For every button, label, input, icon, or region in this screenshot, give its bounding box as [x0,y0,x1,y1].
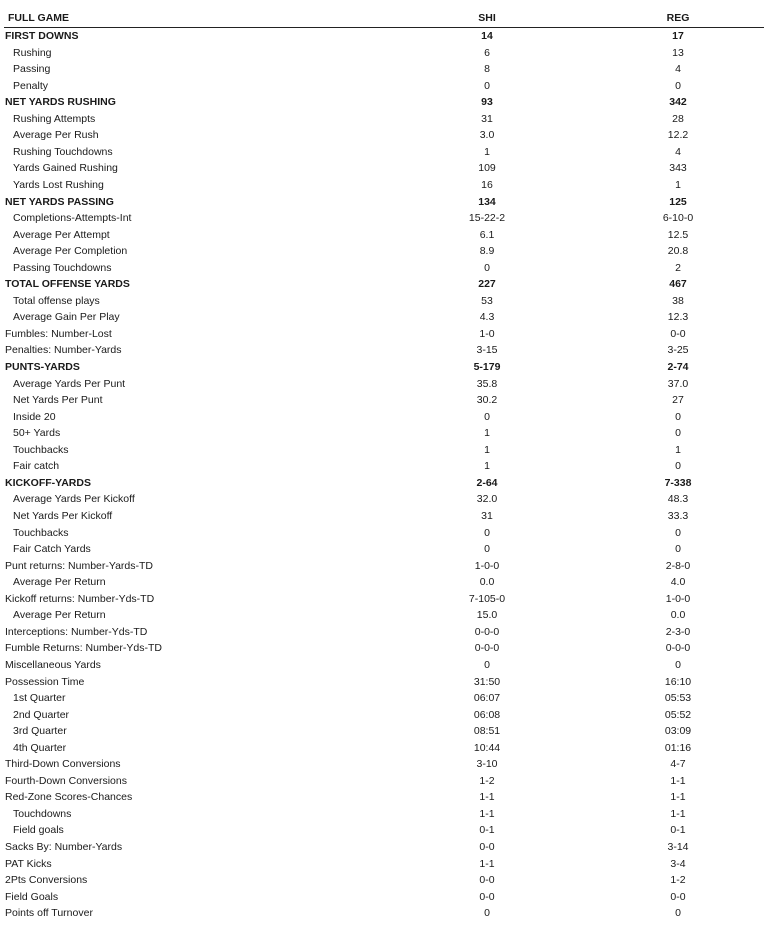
stat-row [0,94,767,110]
stat-label: 1st Quarter [13,692,66,704]
team2-value: 28 [672,112,684,125]
team2-value: 3-4 [670,857,686,870]
team2-value: 0 [675,526,681,539]
stat-row [0,806,767,822]
stat-row [0,111,767,127]
stat-label: Kickoff returns: Number-Yds-TD [5,592,155,605]
team1-value: 0 [484,526,490,539]
stat-label: Miscellaneous Yards [5,658,101,671]
team1-value: 16 [481,179,493,191]
stat-row [0,78,767,94]
team2-value: 1-1 [670,774,686,787]
team1-value: 1-2 [479,774,495,787]
stat-row [0,28,767,44]
stat-row [0,574,767,590]
stat-row [0,856,767,872]
stat-label: Punt returns: Number-Yards-TD [5,559,154,572]
team1-value: 31 [481,112,493,125]
stat-row [0,558,767,574]
team2-value: 4-7 [670,758,686,771]
stat-label: Sacks By: Number-Yards [5,841,123,853]
stat-label: Average Yards Per Punt [13,377,126,390]
stat-row [0,707,767,723]
team1-value: 0 [484,410,490,423]
stat-row [0,425,767,441]
team2-value: 467 [669,278,687,291]
stat-label: Fair catch [13,460,60,473]
stat-row [0,61,767,77]
team2-value: 17 [672,30,684,42]
stat-label: Average Gain Per Play [13,311,120,324]
team1-value: 14 [481,30,493,42]
stat-row [0,756,767,772]
team1-value: 1 [484,460,490,473]
stat-label: NET YARDS RUSHING [5,96,116,109]
team2-value: 0-0 [670,327,686,340]
stat-row [0,342,767,358]
team2-value: 0 [675,658,681,671]
stat-label: Possession Time [5,675,85,688]
stat-row [0,508,767,524]
stat-label: 3rd Quarter [13,725,67,738]
stat-label: Yards Gained Rushing [13,162,118,175]
team2-value: 13 [672,46,684,59]
team2-value: 38 [672,294,684,307]
stat-row [0,607,767,623]
stat-label: Average Per Attempt [13,228,110,241]
stat-row [0,640,767,656]
team1-value: 93 [481,96,493,109]
team2-value: 342 [669,96,687,109]
team2-header: REG [666,12,690,24]
stat-row [0,326,767,342]
stat-label: Fumble Returns: Number-Yds-TD [5,642,162,655]
stat-label: Net Yards Per Kickoff [13,510,113,522]
team1-value: 0-0-0 [474,642,500,655]
stat-label: Completions-Attempts-Int [13,212,132,225]
stat-label: Total offense plays [13,294,100,307]
stat-row [0,889,767,905]
stat-label: Average Per Return [13,576,106,589]
stat-row [0,591,767,607]
team2-value: 0.0 [670,609,686,622]
stat-label: Penalties: Number-Yards [5,344,122,357]
team1-value: 1 [484,443,490,456]
stat-label: 2Pts Conversions [5,874,88,887]
stat-row [0,177,767,193]
team1-value: 0-0 [479,874,495,887]
team1-value: 8 [484,63,490,76]
team2-value: 33.3 [667,510,689,522]
team2-value: 1 [675,179,681,191]
stat-label: Net Yards Per Punt [13,394,103,407]
team2-value: 37.0 [667,377,689,390]
stat-row [0,144,767,160]
team2-value: 7-338 [664,476,692,489]
stat-label: Average Per Completion [13,245,128,258]
stat-label: Inside 20 [13,410,56,423]
stat-row [0,160,767,176]
stat-row [0,243,767,259]
stat-row [0,690,767,706]
stat-label: Average Per Rush [13,129,99,142]
team1-value: 1 [484,145,490,158]
stat-row [0,458,767,474]
team1-value: 06:07 [473,692,501,704]
team2-value: 05:53 [664,692,692,704]
stat-row [0,740,767,756]
stat-row [0,194,767,210]
stat-row [0,227,767,243]
team1-value: 7-105-0 [468,592,506,605]
stat-label: 2nd Quarter [13,708,70,721]
stat-label: Rushing Touchdowns [13,145,113,158]
stat-label: Average Yards Per Kickoff [13,493,135,506]
stat-label: 4th Quarter [13,741,67,754]
team1-value: 1-1 [479,857,495,870]
team2-value: 0 [675,460,681,473]
team1-value: 8.9 [479,245,495,258]
stat-label: 50+ Yards [13,427,61,440]
team1-value: 10:44 [473,741,501,754]
team2-value: 125 [669,195,687,208]
team2-value: 3-25 [667,344,689,357]
team1-value: 32.0 [476,493,498,506]
team1-value: 0-0 [479,841,495,853]
stat-label: Points off Turnover [5,907,93,920]
header-label: FULL GAME [8,12,70,24]
team1-value: 0 [484,261,490,274]
team2-value: 2-3-0 [665,625,691,638]
team1-value: 4.3 [479,311,495,324]
team1-value: 5-179 [473,361,501,373]
team2-value: 12.2 [667,129,689,142]
stat-row [0,359,767,375]
team2-value: 1-2 [670,874,686,887]
team2-value: 0 [675,410,681,423]
team1-value: 3-15 [476,344,498,357]
stat-label: PAT Kicks [5,857,52,870]
team2-value: 2 [675,261,681,274]
team2-value: 12.5 [667,228,689,241]
stat-row [0,309,767,325]
stat-label: Yards Lost Rushing [13,179,104,191]
stat-label: Passing Touchdowns [13,261,112,274]
team1-value: 35.8 [476,377,498,390]
team1-value: 0 [484,79,490,92]
team2-value: 343 [669,162,687,175]
stat-row [0,392,767,408]
team2-value: 0 [675,79,681,92]
team2-value: 16:10 [664,675,692,688]
team1-value: 1-0 [479,327,495,340]
team1-value: 6 [484,46,490,59]
team1-value: 0-0 [479,890,495,903]
team2-value: 0 [675,543,681,556]
stat-label: Red-Zone Scores-Chances [5,791,133,804]
stat-label: Fair Catch Yards [13,543,91,556]
header-row [0,10,767,26]
team2-value: 2-8-0 [665,559,691,572]
stat-row [0,409,767,425]
team1-value: 31 [481,510,493,522]
team1-value: 1-0-0 [474,559,500,572]
team2-value: 1-0-0 [665,592,691,605]
team2-value: 4 [675,145,681,158]
team2-value: 12.3 [667,311,689,324]
stat-row [0,442,767,458]
stat-label: Touchbacks [13,443,69,456]
stat-label: Field Goals [5,890,59,903]
stat-label: TOTAL OFFENSE YARDS [5,278,130,291]
stat-row [0,276,767,292]
team2-value: 6-10-0 [662,212,694,225]
team1-value: 227 [478,278,496,291]
stat-label: FIRST DOWNS [5,30,79,42]
team2-value: 01:16 [664,741,692,754]
team1-value: 3.0 [479,129,495,142]
stat-row [0,491,767,507]
team2-value: 1-1 [670,807,686,820]
stat-label: Penalty [13,79,49,92]
team1-value: 1-1 [479,791,495,804]
team2-value: 0-0-0 [665,642,691,655]
team1-value: 0-0-0 [474,625,500,638]
team1-value: 0-1 [479,824,495,837]
team2-value: 4.0 [670,576,686,589]
stat-row [0,872,767,888]
team1-value: 0 [484,907,490,920]
stat-label: Fourth-Down Conversions [5,774,127,787]
stat-row [0,541,767,557]
team1-value: 1 [484,427,490,440]
stat-label: Average Per Return [13,609,106,622]
stat-row [0,723,767,739]
team1-value: 109 [478,162,496,175]
team1-value: 15.0 [476,609,498,622]
team1-value: 0 [484,543,490,556]
team1-value: 6.1 [479,228,495,241]
stat-label: Rushing Attempts [13,112,96,125]
stat-row [0,624,767,640]
stat-label: Touchdowns [13,807,72,820]
stat-row [0,127,767,143]
stat-row [0,839,767,855]
team2-value: 0 [675,907,681,920]
team1-header: SHI [478,12,496,24]
team2-value: 2-74 [667,361,689,373]
stat-row [0,773,767,789]
team1-value: 31:50 [473,675,501,688]
team1-value: 3-10 [476,758,498,771]
team2-value: 48.3 [667,493,689,506]
stat-label: Rushing [13,46,52,59]
stat-label: PUNTS-YARDS [5,361,80,373]
stat-row [0,376,767,392]
stat-label: Third-Down Conversions [5,758,121,771]
stat-row [0,674,767,690]
team2-value: 20.8 [667,245,689,258]
stat-label: Interceptions: Number-Yds-TD [5,625,148,638]
team2-value: 3-14 [667,841,689,853]
stat-label: Touchbacks [13,526,69,539]
team2-value: 27 [672,394,684,407]
stat-row [0,293,767,309]
team1-value: 2-64 [476,476,498,489]
team1-value: 15-22-2 [468,212,506,225]
stat-label: Passing [13,63,51,76]
stat-label: Field goals [13,824,64,837]
team1-value: 08:51 [473,725,501,738]
team2-value: 1 [675,443,681,456]
team1-value: 0 [484,658,490,671]
stat-row [0,905,767,921]
stat-label: KICKOFF-YARDS [5,476,91,489]
team2-value: 03:09 [664,725,692,738]
stat-row [0,789,767,805]
stat-label: Fumbles: Number-Lost [5,327,112,340]
stat-label: NET YARDS PASSING [5,195,114,208]
stat-row [0,260,767,276]
team2-value: 0-0 [670,890,686,903]
stat-row [0,525,767,541]
stat-row [0,822,767,838]
stat-row [0,45,767,61]
team1-value: 0.0 [479,576,495,589]
team2-value: 1-1 [670,791,686,804]
team1-value: 1-1 [479,807,495,820]
team2-value: 0 [675,427,681,440]
team2-value: 05:52 [664,708,692,721]
stat-row [0,657,767,673]
stat-row [0,475,767,491]
team1-value: 53 [481,294,493,307]
team1-value: 30.2 [476,394,498,407]
team2-value: 0-1 [670,824,686,837]
team2-value: 4 [675,63,681,76]
stat-row [0,210,767,226]
team1-value: 134 [478,195,496,208]
team1-value: 06:08 [473,708,501,721]
